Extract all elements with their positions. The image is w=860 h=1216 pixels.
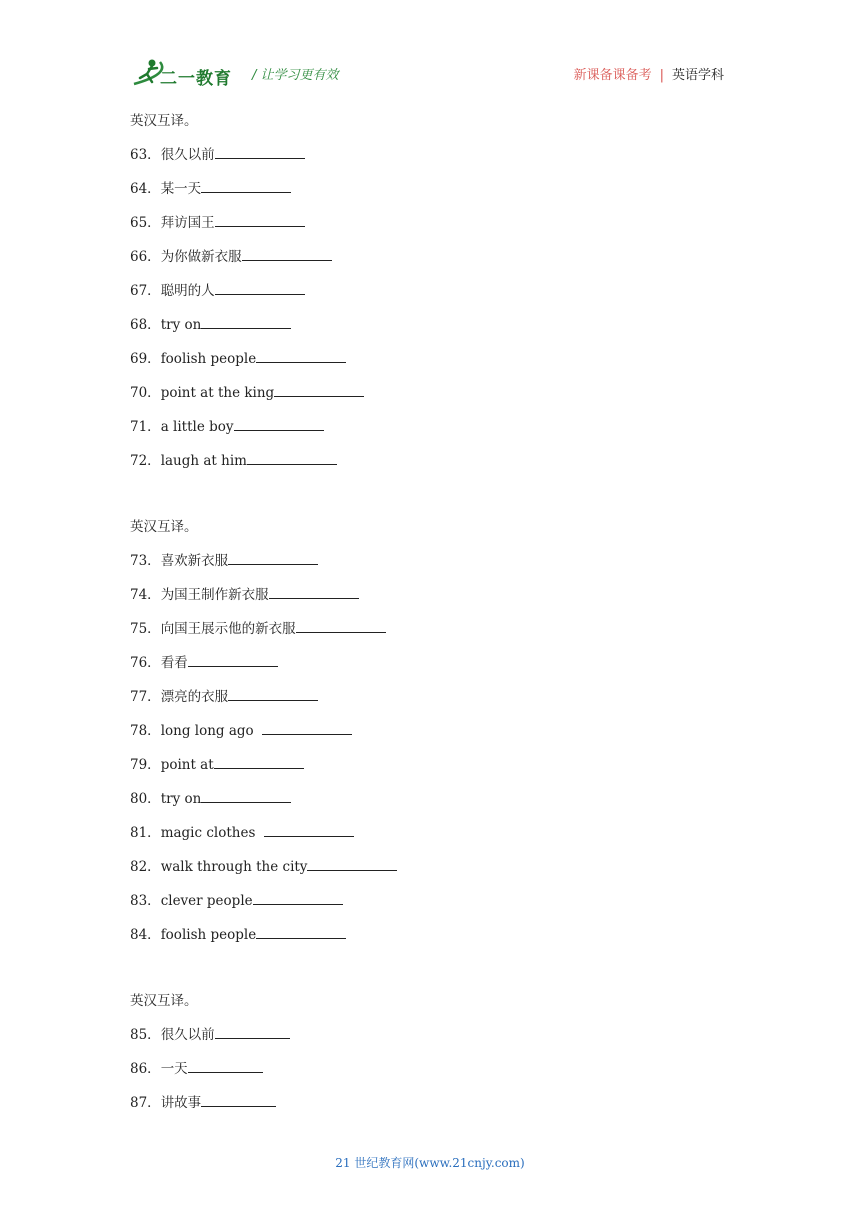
item-number: 75． <box>130 621 161 637</box>
item-number: 73． <box>130 553 161 569</box>
item-number: 65． <box>130 215 161 231</box>
section-gap <box>130 484 730 516</box>
item-text: point at the king <box>160 385 275 401</box>
item-text: 讲故事 <box>160 1095 202 1111</box>
item-number: 64． <box>130 181 161 197</box>
page-footer: 21 世纪教育网(www.21cnjy.com) <box>335 1156 525 1170</box>
answer-blank[interactable] <box>253 890 343 905</box>
item-number: 76． <box>130 655 161 671</box>
exercise-item <box>130 178 730 212</box>
answer-blank[interactable] <box>242 246 332 261</box>
exercise-item <box>130 348 730 382</box>
answer-blank[interactable] <box>256 924 346 939</box>
item-number: 84． <box>130 927 161 943</box>
brand-name: 二一教育 <box>160 69 232 89</box>
answer-blank[interactable] <box>215 212 305 227</box>
exercise-item <box>130 890 730 924</box>
answer-blank[interactable] <box>188 652 278 667</box>
item-text: clever people <box>160 893 253 909</box>
answer-blank[interactable] <box>262 720 352 735</box>
answer-blank[interactable] <box>247 450 337 465</box>
item-text: point at <box>160 757 214 773</box>
exercise-item <box>130 314 730 348</box>
item-number: 77． <box>130 689 161 705</box>
answer-blank[interactable] <box>234 416 324 431</box>
item-text: 向国王展示他的新衣服 <box>160 621 296 637</box>
exercise-item <box>130 754 730 788</box>
header-separator: | <box>659 68 664 83</box>
answer-blank[interactable] <box>296 618 386 633</box>
item-number: 66． <box>130 249 161 265</box>
exercise-item <box>130 1024 730 1058</box>
item-number: 63． <box>130 147 161 163</box>
item-number: 80． <box>130 791 161 807</box>
answer-blank[interactable] <box>228 686 318 701</box>
item-number: 82． <box>130 859 161 875</box>
answer-blank[interactable] <box>201 178 291 193</box>
exercise-item <box>130 144 730 178</box>
exercise-item <box>130 1092 730 1126</box>
answer-blank[interactable] <box>307 856 397 871</box>
exercise-item <box>130 618 730 652</box>
answer-blank[interactable] <box>201 788 291 803</box>
exercise-item <box>130 652 730 686</box>
answer-blank[interactable] <box>228 550 318 565</box>
exercise-item <box>130 822 730 856</box>
item-number: 85． <box>130 1027 161 1043</box>
item-text: 很久以前 <box>160 147 215 163</box>
item-number: 87． <box>130 1095 161 1111</box>
item-number: 79． <box>130 757 161 773</box>
item-text: foolish people <box>160 927 257 943</box>
item-text: foolish people <box>160 351 257 367</box>
answer-blank[interactable] <box>201 1092 276 1107</box>
item-number: 83． <box>130 893 161 909</box>
exercise-item <box>130 924 730 958</box>
exercise-item <box>130 584 730 618</box>
item-text: long long ago <box>160 723 263 739</box>
item-text: magic clothes <box>160 825 264 841</box>
section-title: 英汉互译。 <box>130 519 198 535</box>
answer-blank[interactable] <box>264 822 354 837</box>
exercise-item <box>130 788 730 822</box>
item-text: 为你做新衣服 <box>160 249 242 265</box>
page-header <box>130 52 724 92</box>
answer-blank[interactable] <box>256 348 346 363</box>
item-number: 86． <box>130 1061 161 1077</box>
exercise-item <box>130 686 730 720</box>
item-number: 78． <box>130 723 161 739</box>
exercise-item <box>130 450 730 484</box>
item-text: 拜访国王 <box>160 215 215 231</box>
exercise-item <box>130 212 730 246</box>
exercise-item <box>130 416 730 450</box>
item-text: 为国王制作新衣服 <box>160 587 269 603</box>
item-number: 74． <box>130 587 161 603</box>
exercise-item <box>130 550 730 584</box>
item-text: 漂亮的衣服 <box>160 689 229 705</box>
answer-blank[interactable] <box>274 382 364 397</box>
answer-blank[interactable] <box>215 280 305 295</box>
item-text: 喜欢新衣服 <box>160 553 229 569</box>
item-number: 71． <box>130 419 161 435</box>
item-text: 某一天 <box>160 181 202 197</box>
item-text: laugh at him <box>160 453 247 469</box>
item-number: 67． <box>130 283 161 299</box>
item-number: 81． <box>130 825 161 841</box>
section-title: 英汉互译。 <box>130 113 198 129</box>
answer-blank[interactable] <box>215 144 305 159</box>
item-text: 聪明的人 <box>160 283 215 299</box>
exercise-item <box>130 382 730 416</box>
subject-label: 英语学科 <box>671 68 724 83</box>
answer-blank[interactable] <box>214 754 304 769</box>
header-right <box>574 64 724 83</box>
section-title: 英汉互译。 <box>130 993 198 1009</box>
answer-blank[interactable] <box>201 314 291 329</box>
exercise-item <box>130 280 730 314</box>
item-text: try on <box>160 791 202 807</box>
exercise-item <box>130 856 730 890</box>
item-number: 72． <box>130 453 161 469</box>
item-text: 看看 <box>160 655 188 671</box>
exercise-item <box>130 246 730 280</box>
item-number: 69． <box>130 351 161 367</box>
item-text: try on <box>160 317 202 333</box>
item-number: 70． <box>130 385 161 401</box>
item-text: 很久以前 <box>160 1027 215 1043</box>
item-number: 68． <box>130 317 161 333</box>
exercise-content <box>130 110 730 1126</box>
answer-blank[interactable] <box>215 1024 290 1039</box>
item-text: 一天 <box>160 1061 188 1077</box>
section-gap <box>130 958 730 990</box>
item-text: a little boy <box>160 419 234 435</box>
answer-blank[interactable] <box>188 1058 263 1073</box>
item-text: walk through the city <box>160 859 308 875</box>
exercise-item <box>130 1058 730 1092</box>
slogan: / 让学习更有效 <box>252 68 339 83</box>
exercise-item <box>130 720 730 754</box>
category-label: 新课备课备考 <box>573 68 652 83</box>
answer-blank[interactable] <box>269 584 359 599</box>
